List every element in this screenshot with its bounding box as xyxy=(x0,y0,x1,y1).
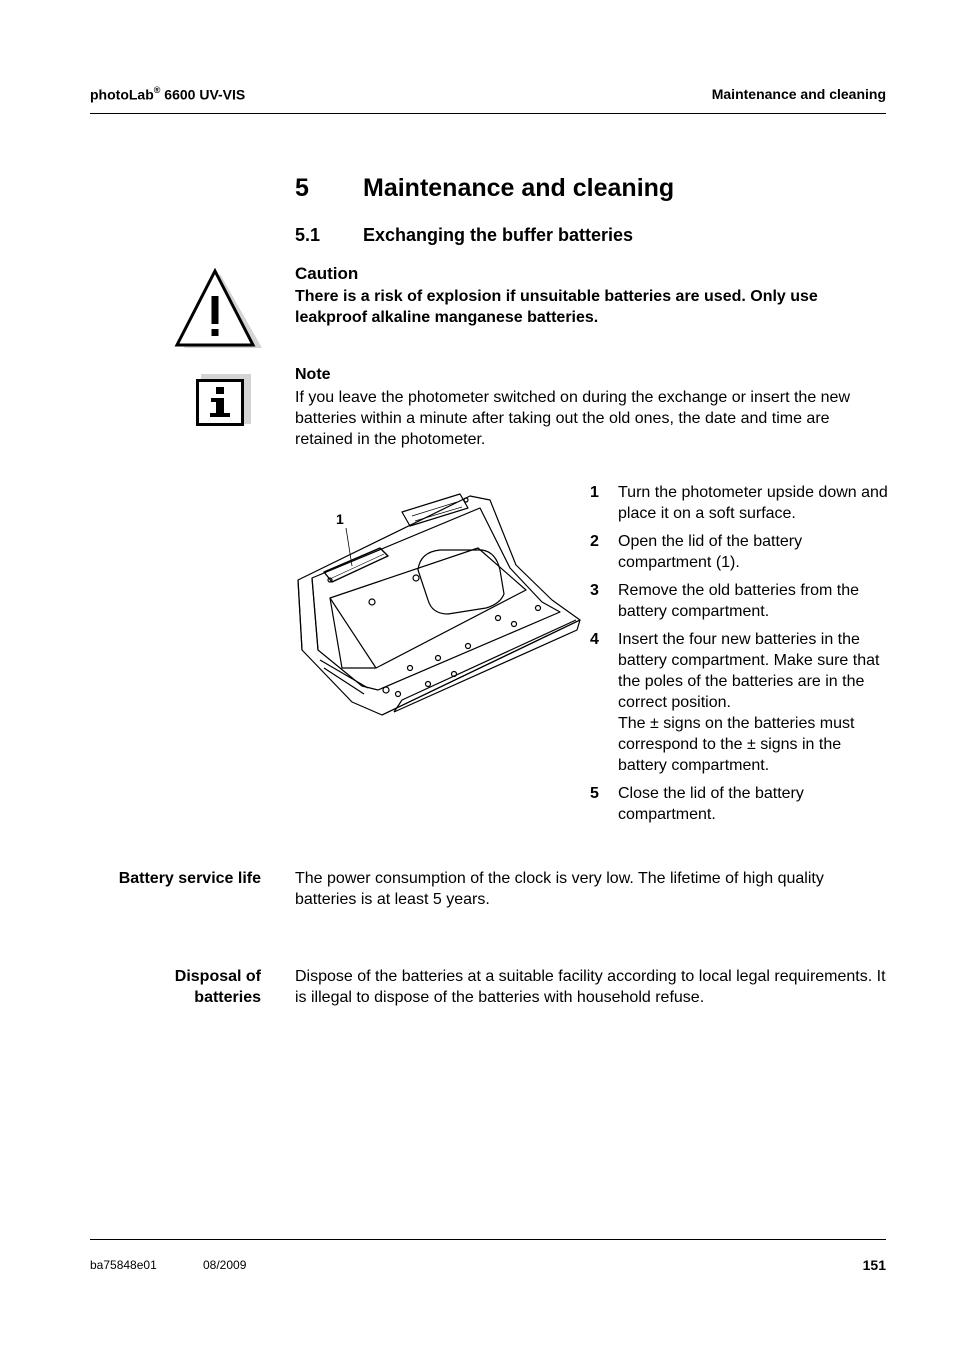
figure-callout-1: 1 xyxy=(336,511,344,527)
header-section-title: Maintenance and cleaning xyxy=(711,86,886,102)
disposal-label-line1: Disposal of xyxy=(174,968,261,985)
list-item xyxy=(590,629,890,776)
page-number: 151 xyxy=(862,1257,886,1273)
disposal-label xyxy=(175,966,261,1008)
warning-triangle-icon xyxy=(174,268,264,350)
battery-life-label: Battery service life xyxy=(118,870,261,887)
chapter-title: Maintenance and cleaning xyxy=(363,174,675,202)
step-text: Remove the old batteries from the battery compartment. xyxy=(618,582,860,620)
step-text: Turn the photometer upside down and place it on a soft surface. xyxy=(618,484,888,522)
chapter-number: 5 xyxy=(295,174,309,202)
footer-doc-code: ba75848e01 xyxy=(90,1258,157,1272)
list-item xyxy=(590,482,890,524)
section-number: 5.1 xyxy=(295,225,321,245)
info-icon xyxy=(195,372,253,428)
header-product-name: photoLab xyxy=(90,86,154,103)
header-product xyxy=(90,86,245,103)
step-number: 4 xyxy=(590,631,599,648)
section-title: Exchanging the buffer batteries xyxy=(363,225,634,245)
step-number: 3 xyxy=(590,582,599,599)
footer-date: 08/2009 xyxy=(203,1258,247,1272)
step-number: 1 xyxy=(590,484,599,501)
header-divider xyxy=(90,113,886,114)
footer-divider xyxy=(90,1239,886,1240)
list-item xyxy=(590,580,890,622)
header-product-model: 6600 UV-VIS xyxy=(160,86,246,103)
disposal-text: Dispose of the batteries at a suitable facility according to local legal requirements. It is illegal to dispose of the batteries with household refuse. xyxy=(295,968,886,1006)
caution-text: There is a risk of explosion if unsuitable batteries are used. Only use leakproof alkaline manganese batteries. xyxy=(295,288,818,326)
battery-life-text: The power consumption of the clock is very low. The lifetime of high quality batteries is at least 5 years. xyxy=(295,870,824,908)
step-number: 5 xyxy=(590,785,599,802)
step-text: Insert the four new batteries in the battery compartment. Make sure that the poles of the batteries are in the correct position. xyxy=(618,631,880,711)
step-text: Close the lid of the battery compartment. xyxy=(618,785,804,823)
step-text-extra: The ± signs on the batteries must correspond to the ± signs in the battery compartment. xyxy=(618,715,855,774)
step-text: Open the lid of the battery compartment (1). xyxy=(618,533,803,571)
step-text-group xyxy=(618,629,890,776)
note-title: Note xyxy=(295,366,331,383)
disposal-label-line2: batteries xyxy=(194,989,261,1006)
steps-list xyxy=(590,482,890,832)
list-item xyxy=(590,783,890,825)
list-item xyxy=(590,531,890,573)
caution-title: Caution xyxy=(295,264,359,283)
registered-mark: ® xyxy=(153,85,161,95)
note-text: If you leave the photometer switched on during the exchange or insert the new batteries within a minute after taking out the old ones, the date and time are retained in the photometer. xyxy=(295,389,851,448)
photometer-illustration xyxy=(290,490,585,725)
step-number: 2 xyxy=(590,533,599,550)
